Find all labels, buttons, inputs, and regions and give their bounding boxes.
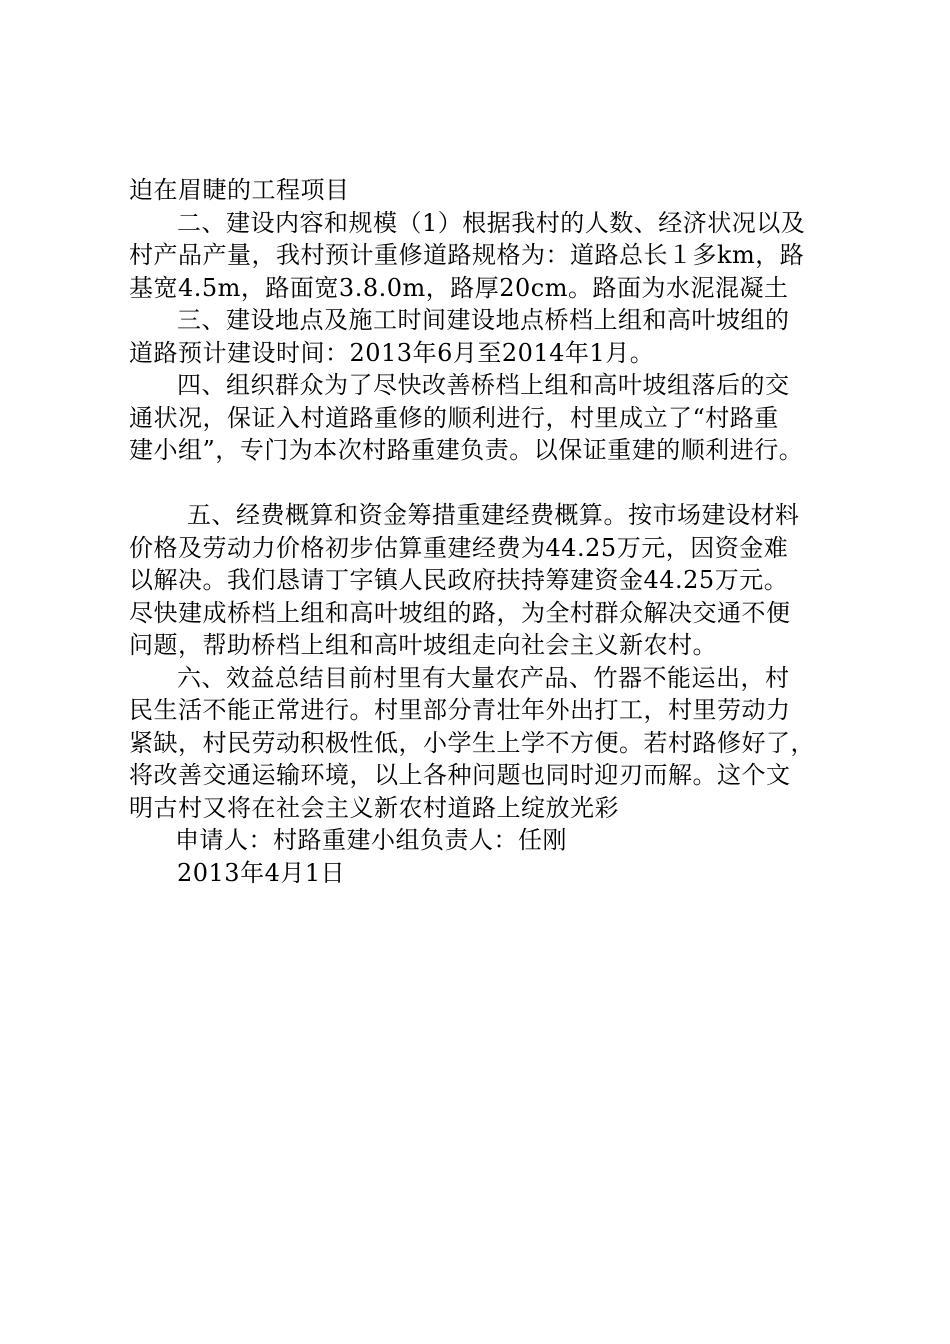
text-line: 迫在眉睫的工程项目	[129, 176, 350, 204]
section-three-heading-line: 三、建设地点及施工时间建设地点桥档上组和高叶坡组的	[177, 306, 790, 334]
applicant-line: 申请人：村路重建小组负责人：任刚	[175, 826, 567, 854]
document-body	[129, 174, 849, 889]
text-line: 村产品产量，我村预计重修道路规格为：道路总长１多km，路	[129, 241, 805, 269]
text-line: 价格及劳动力价格初步估算重建经费为44.25万元，因资金难	[129, 533, 789, 562]
text-line: 基宽4.5m，路面宽3.8.0m，路厚20cm。路面为水泥混凝土	[129, 273, 789, 302]
text-line: 尽快建成桥档上组和高叶坡组的路，为全村群众解决交通不便	[129, 598, 791, 627]
text-line: 紧缺，村民劳动积极性低，小学生上学不方便。若村路修好了，	[129, 728, 815, 757]
section-five-heading-line: 五、经费概算和资金筹措重建经费概算。按市场建设材料	[187, 501, 800, 529]
blank-line	[129, 467, 849, 500]
text-line: 将改善交通运输环境，以上各种问题也同时迎刃而解。这个文	[129, 761, 791, 789]
text-line: 以解决。我们恳请丁字镇人民政府扶持筹建资金44.25万元。	[129, 566, 789, 594]
section-two-heading-line: 二、建设内容和规模（1）根据我村的人数、经济状况以及	[177, 208, 806, 237]
text-line: 通状况，保证入村道路重修的顺利进行，村里成立了“村路重	[129, 403, 779, 432]
text-line: 民生活不能正常进行。村里部分青壮年外出打工，村里劳动力	[129, 696, 791, 724]
text-line: 建小组”，专门为本次村路重建负责。以保证重建的顺利进行。	[129, 436, 804, 464]
section-four-heading-line: 四、组织群众为了尽快改善桥档上组和高叶坡组落后的交	[177, 371, 790, 399]
date-line: 2013年4月1日	[177, 858, 346, 887]
section-six-heading-line: 六、效益总结目前村里有大量农产品、竹器不能运出，村	[177, 663, 790, 692]
text-line: 问题，帮助桥档上组和高叶坡组走向社会主义新农村。	[129, 631, 717, 659]
text-line: 道路预计建设时间：2013年6月至2014年1月。	[129, 338, 655, 367]
text-line: 明古村又将在社会主义新农村道路上绽放光彩	[129, 793, 619, 822]
